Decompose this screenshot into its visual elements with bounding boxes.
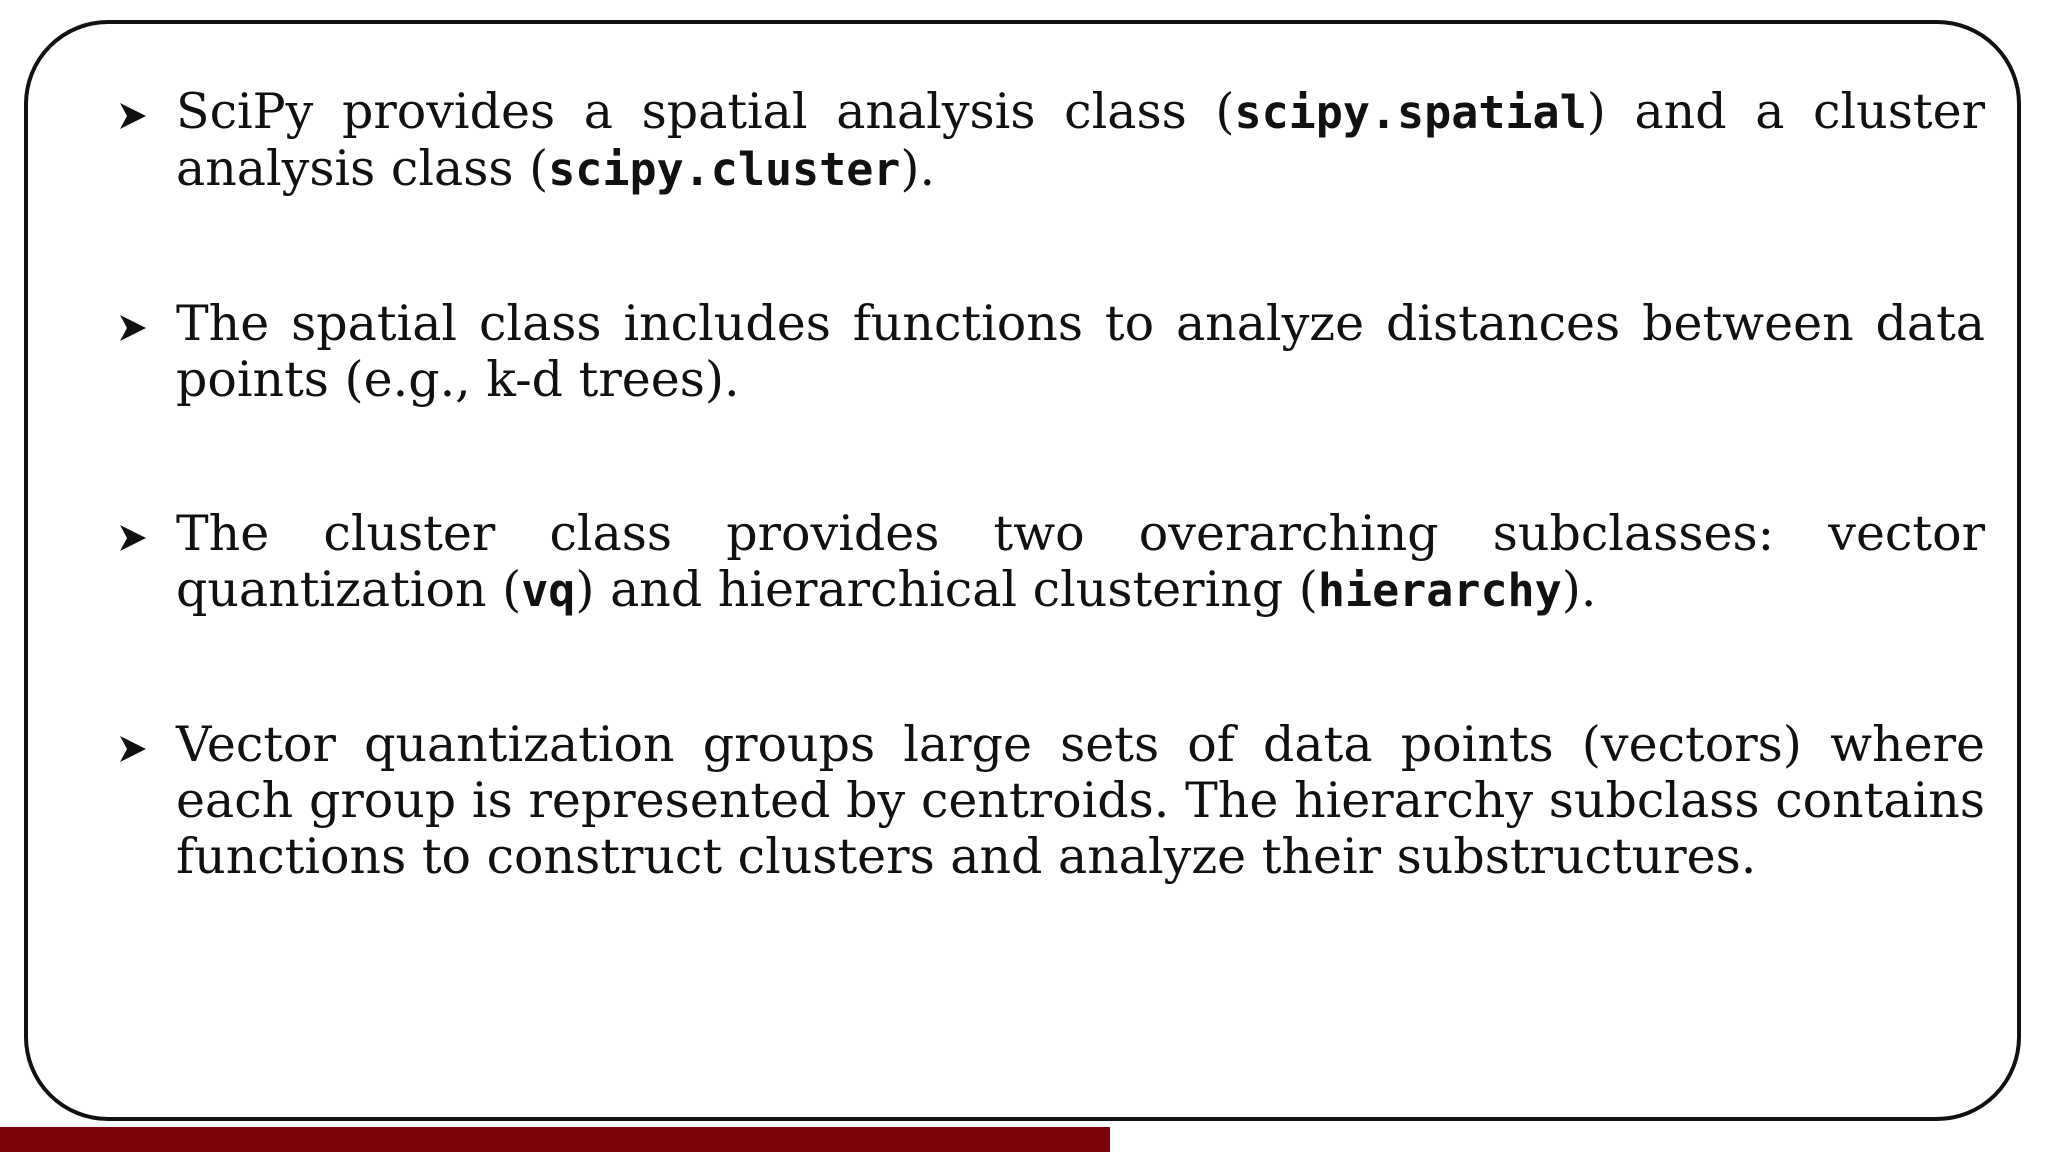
bullet-text: The spatial class includes functions to analyze distances between data points (e.g., k-d trees). [176,295,1985,408]
code-scipy-spatial: scipy.spatial [1234,86,1587,139]
arrowhead-bullet-icon [118,734,148,764]
arrowhead-bullet-icon [118,313,148,343]
bullet-text: The cluster class provides two overarching subclasses: vector quantization ( [176,505,1985,618]
bullet-text: ) and hierarchical clustering ( [575,561,1318,618]
bullet-item-4 [110,717,1985,885]
bullet-list [110,84,1985,885]
bullet-text: ). [1561,561,1597,618]
footer-accent-bar [0,1127,1110,1152]
bullet-text: SciPy provides a spatial analysis class ( [176,83,1235,140]
bullet-item-3 [110,506,1985,619]
bullet-text: ) and a cluster analysis class ( [176,83,1985,197]
arrowhead-bullet-icon [118,101,148,131]
bullet-text: Vector quantization groups large sets of data points (vectors) where each group is represented by centroids. The hierarchy subclass contains functions to construct clusters and analyze their substructures. [176,716,1985,885]
code-scipy-cluster: scipy.cluster [548,143,901,196]
bullet-item-2 [110,296,1985,408]
bullet-text: ). [900,140,936,197]
arrowhead-bullet-icon [118,523,148,553]
slide-frame [24,20,2021,1121]
code-hierarchy: hierarchy [1317,564,1562,617]
code-vq: vq [521,564,576,617]
bullet-item-1 [110,84,1985,198]
